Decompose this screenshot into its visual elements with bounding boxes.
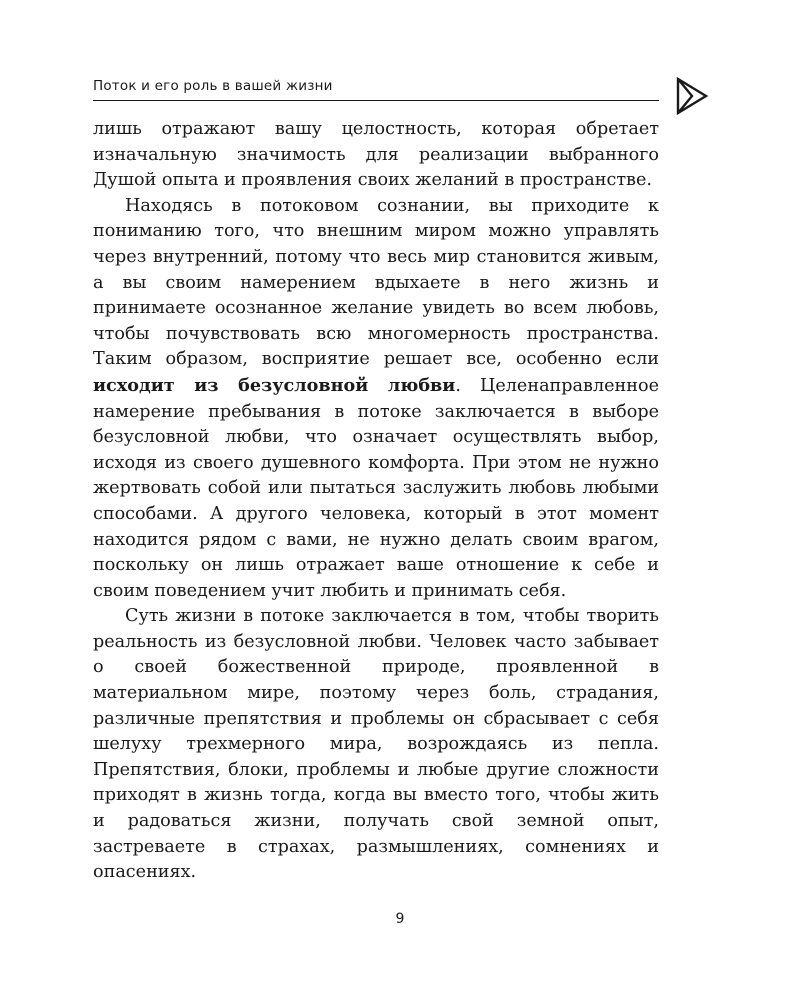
page-number: 9 [395,911,405,927]
running-header [93,74,659,101]
paragraph-3-text: Суть жизни в потоке заключается в том, чтобы творить реальность из безусловной любви. Человек часто забывает о своей божественной природе, проявленной в материальном мире, поэтому через боль, страдания, различные препятствия и проблемы он сбрасывает с себя шелуху трехмерного мира, возрождаясь из пепла. Препятствия, блоки, проблемы и любые другие сложности приходят в жизнь тогда, когда вы вместо того, чтобы жить и радоваться жизни, получать свой земной опыт, застреваете в страхах, размышлениях, сомнениях и опасениях. [93,606,659,883]
paragraph-2 [93,194,659,605]
paragraph-2-text-end: . Целенаправленное намерение пребывания в потоке заключается в выборе безусловной любви, что означает осуществлять выбор, исходя из своего душевного комфорта. При этом не нужно жертвовать собой или пытаться заслужить любовь любыми способами. А другого человека, который в этот момент находится рядом с вами, не нужно делать своим врагом, поскольку он лишь отражает ваше отношение к себе и своим поведением учит любить и принимать себя. [93,375,659,601]
paragraph-1-text: лишь отражают вашу целостность, которая обретает изначальную значимость для реализации выбранного Душой опыта и проявления своих желаний в пространстве. [93,119,659,191]
paragraph-3 [93,604,659,886]
paragraph-2-text-start: Находясь в потоковом сознании, вы приходите к пониманию того, что внешним миром можно управлять через внутренний, потому что весь мир становится живым, а вы своим намерением вдыхаете в него жизнь и принимаете осознанное желание увидеть во всем любовь, чтобы почувствовать всю многомерность пространства. Таким образом, восприятие решает все, особенно если [93,195,659,370]
paragraph-1 [93,117,659,194]
paragraph-2-bold-phrase: исходит из безусловной любви [93,374,456,396]
triangle-play-logo-icon [674,76,710,116]
page-body [93,117,659,886]
running-title: Поток и его роль в вашей жизни [93,78,333,94]
